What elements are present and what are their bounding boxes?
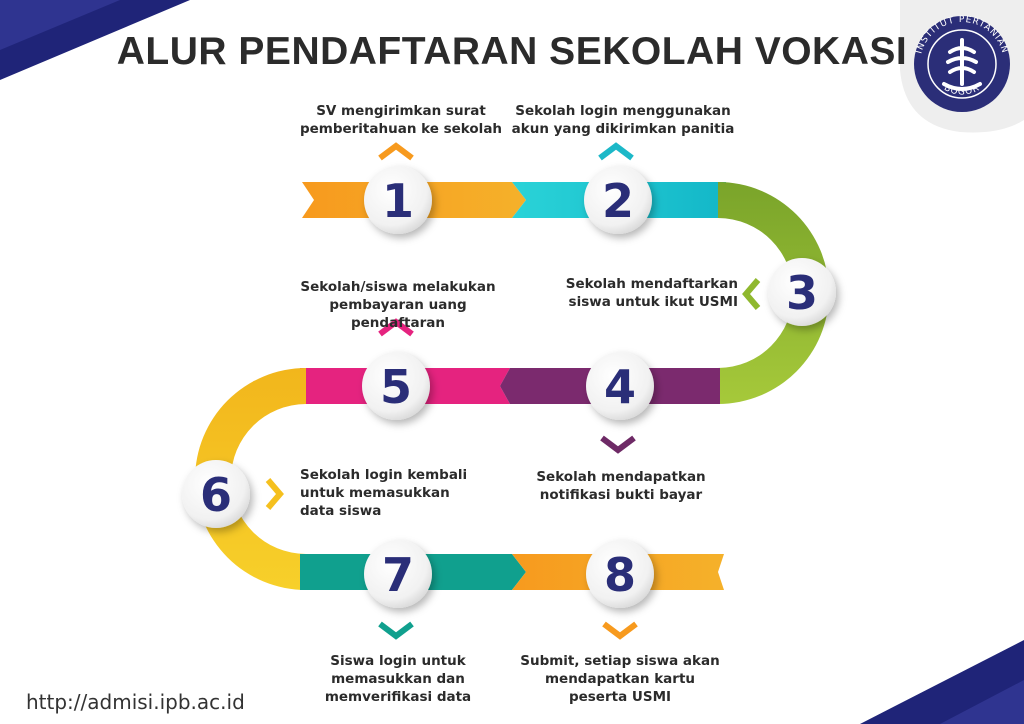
logo-ring-bottom: BOGOR [942,83,982,98]
step-circle-3 [768,258,836,326]
chevron-up-icon [600,146,632,158]
step-number: 4 [603,360,637,414]
step-circle-5 [362,352,430,420]
step-label-8: Submit, setiap siswa akan mendapatkan kartu peserta USMI [520,653,720,705]
website-link[interactable]: http://admisi.ipb.ac.id [26,690,245,714]
step-circle-6 [182,460,250,528]
step-label-6: Sekolah login kembali untuk memasukkan data siswa [300,467,468,519]
step-number: 7 [381,548,415,602]
step-number: 3 [785,266,819,320]
chevron-down-icon [604,624,636,636]
chevron-down-icon [380,624,412,636]
step-number: 5 [379,360,413,414]
step-number: 1 [381,174,415,228]
chevron-left-icon [746,280,758,308]
step-label-5: Sekolah/siswa melakukan pembayaran uang pendaftaran [300,279,496,331]
chevron-down-icon [602,438,634,450]
step-number: 2 [601,174,635,228]
step-circle-7 [364,540,432,608]
step-label-2: Sekolah login menggunakan akun yang dikirimkan panitia [511,103,735,137]
step-number: 6 [199,468,233,522]
logo-ring-top: INSTITUT PERTANIAN [914,14,1010,56]
step-circle-4 [586,352,654,420]
step-circle-1 [364,166,432,234]
step-circle-2 [584,166,652,234]
step-label-7: Siswa login untuk memasukkan dan memverifikasi data [324,653,472,705]
step-label-4: Sekolah mendapatkan notifikasi bukti bayar [536,469,706,503]
step-circle-8 [586,540,654,608]
step-label-1: SV mengirimkan surat pemberitahuan ke sekolah [299,103,503,137]
step-number: 8 [603,548,637,602]
chevron-up-icon [380,146,412,158]
page-title: ALUR PENDAFTARAN SEKOLAH VOKASI [116,30,908,73]
chevron-right-icon [268,480,280,508]
step-label-3: Sekolah mendaftarkan siswa untuk ikut USMI [565,276,738,310]
